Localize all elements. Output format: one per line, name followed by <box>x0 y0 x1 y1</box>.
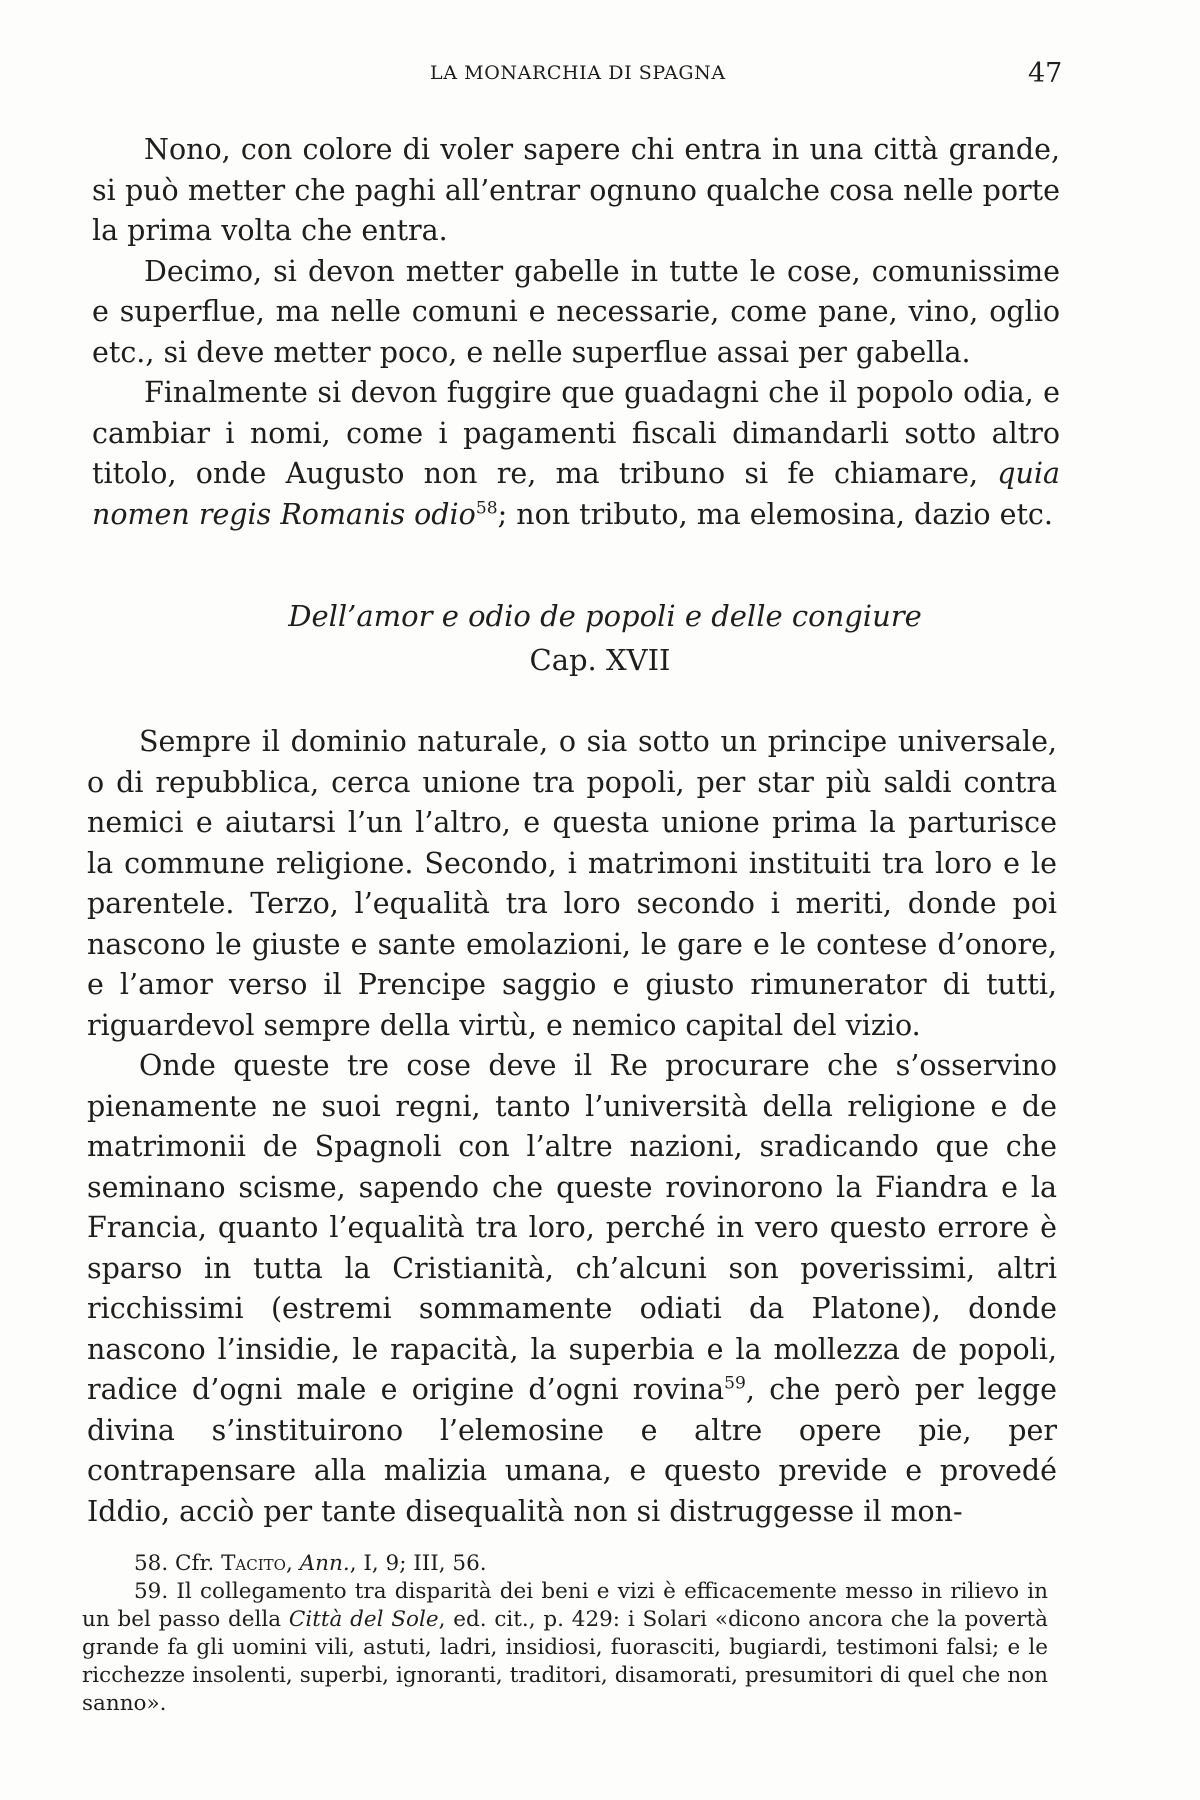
footnote-author: Tacito, <box>221 1551 293 1576</box>
chapter-title: Dell’amor e odio de popoli e delle congiure <box>288 599 922 633</box>
paragraph: Sempre il dominio naturale, o sia sotto un principe universale, o di repubblica, cerca unione tra popoli, per star più saldi contra nemici e aiutarsi l’un l’altro, e questa unione prima la parturisce la commune religione. Secondo, i matrimoni instituiti tra loro e le parentele. Terzo, l’equalità tra loro secondo i meriti, donde poi nascono le giuste e sante emolazioni, le gare e le contese d’onore, e l’amor verso il Prencipe saggio e giusto rimunerator di tutti, riguardevol sempre della virtù, e nemico capital del vizio. <box>87 725 1057 1042</box>
footnote-text: , ed. cit., p. 429: i Solari «dicono ancora che la povertà grande fa gli uomini vili, astuti, ladri, insidiosi, fuorasciti, bugiardi, testimoni falsi; e le ricchezze insolenti, superbi, ignoranti, traditori, disamorati, presumitori di quel che non sanno». <box>82 1607 1048 1716</box>
paragraph: Nono, con colore di voler sapere chi entra in una città grande, si può metter che paghi all’entrar ognuno qualche cosa nelle porte la prima volta che entra. <box>92 133 1060 247</box>
footnote-text: Il collegamento tra disparità dei beni e vizi è efficacemente messo in rilievo in un bel passo della <box>82 1579 1048 1632</box>
paragraph: Decimo, si devon metter gabelle in tutte le cose, comunissime e superflue, ma nelle comuni e necessarie, come pane, vino, oglio etc., si deve metter poco, e nelle superflue assai per gabella. <box>92 254 1060 369</box>
section-two-text <box>87 722 1057 1532</box>
chapter-number: Cap. XVII <box>529 643 671 677</box>
footnotes <box>82 1550 1048 1718</box>
latin-quote: quia nomen regis Romanis odio <box>92 457 1060 531</box>
footnote-59 <box>82 1578 1048 1718</box>
page-header <box>0 58 1200 92</box>
paragraph <box>87 1046 1057 1532</box>
paragraph-text: Onde queste tre cose deve il Re procurare che s’osservino pienamente ne suoi regni, tanto l’università della religione e de matrimonii de Spagnoli con l’altre nazioni, sradicando que che seminano scisme, sapendo che queste rovinorono la Fiandra e la Francia, quanto l’equalità tra loro, perché in vero questo errore è sparso in tutta la Cristianità, ch’alcuni son poverissimi, altri ricchissimi (estremi sommamente odiati da Platone), donde nascono l’insidie, le rapacità, la superbia e la mollezza de popoli, radice d’ogni male e origine d’ogni rovina <box>87 1049 1057 1406</box>
footnote-number: 59. <box>134 1579 169 1604</box>
footnote-number: 58. <box>134 1551 169 1576</box>
footnote-ref-58: 58 <box>475 498 498 518</box>
section-one-text <box>92 130 1060 535</box>
footnote-58 <box>82 1550 1048 1578</box>
footnote-ref-59: 59 <box>724 1373 746 1394</box>
paragraph-text: ; non tributo, ma elemosina, dazio etc. <box>497 497 1053 531</box>
footnote-text: Cfr. <box>175 1551 215 1576</box>
running-head: LA MONARCHIA DI SPAGNA <box>430 62 726 84</box>
paragraph <box>92 373 1060 535</box>
footnote-work: Ann. <box>299 1551 350 1576</box>
paragraph-text: , che però per legge divina s’instituirono l’elemosine e altre opere pie, per contrapensare alla malizia umana, e questo previde e provedé Iddio, acciò per tante disequalità non si distruggesse il mon- <box>87 1373 1057 1528</box>
footnote-text: , I, 9; III, 56. <box>349 1551 487 1576</box>
page-number: 47 <box>1028 58 1063 89</box>
paragraph-text: Finalmente si devon fuggire que guadagni che il popolo odia, e cambiar i nomi, come i pagamenti fiscali dimandarli sotto altro titolo, onde Augusto non re, ma tribuno si fe chiamare, <box>92 376 1060 490</box>
chapter-heading <box>0 594 1200 682</box>
footnote-work: Città del Sole <box>288 1607 439 1632</box>
